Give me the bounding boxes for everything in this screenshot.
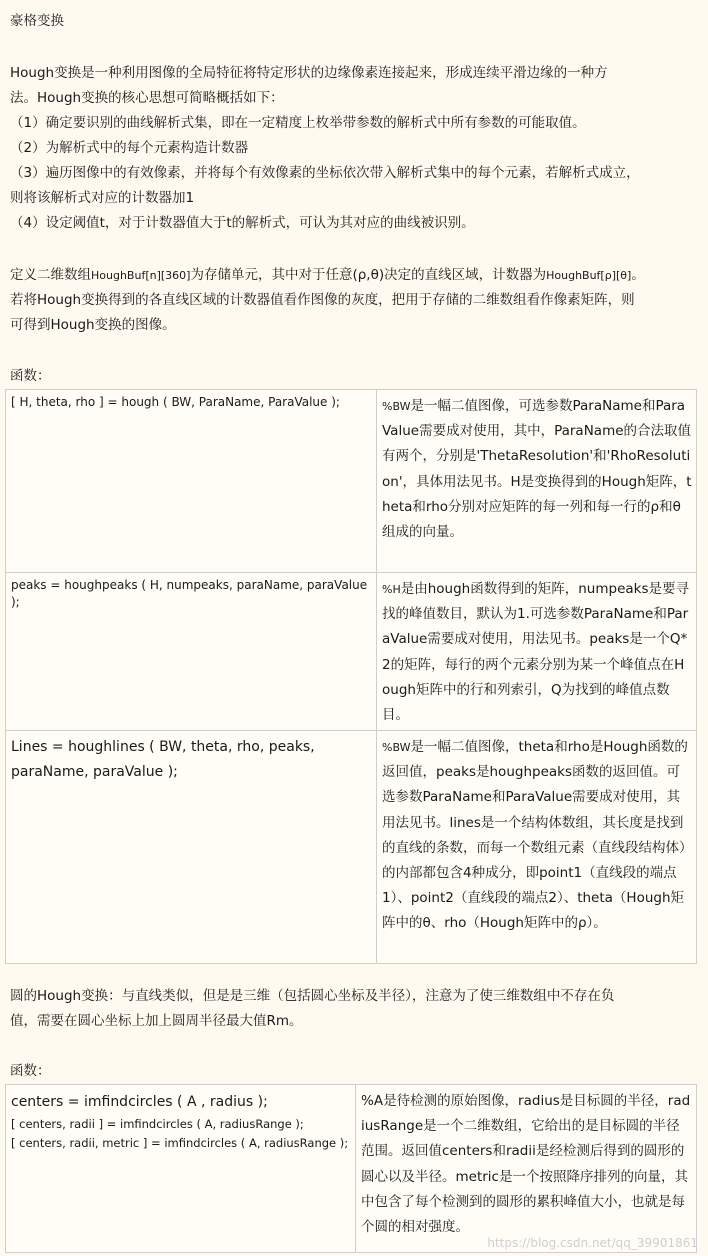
def-text-c: 。: [631, 267, 645, 283]
function-label-2: 函数：: [10, 1063, 51, 1079]
def-text-a: 定义二维数组: [10, 267, 91, 283]
table-row: [6, 731, 697, 964]
def-code-b: HoughBuf[ρ][θ]: [546, 269, 632, 282]
def-line-1: [10, 263, 645, 288]
circle-line-1: 圆的Hough变换：与直线类似，但是是三维（包括圆心坐标及半径），注意为了使三维数组中不存在负: [10, 988, 615, 1004]
intro-line-1: Hough变换是一种利用图像的全局特征将特定形状的边缘像素连接起来，形成连续平滑边缘的一种方: [10, 65, 608, 81]
table-row: [6, 1085, 697, 1253]
table-row: [6, 390, 697, 573]
doc-title: 豪格变换: [10, 13, 64, 29]
desc-prefix: %BW: [382, 400, 411, 413]
def-line-2: 若将Hough变换得到的各直线区域的计数器值看作图像的灰度，把用于存储的二维数组看作像素矩阵，则: [10, 292, 635, 308]
desc-prefix: %BW: [382, 741, 411, 754]
desc-text: 是一幅二值图像，theta和rho是Hough函数的返回值，peaks是houghpeaks函数的返回值。可选参数ParaName和ParaValue需要成对使用，其用法见书。lines是一个结构体数组，其长度是找到的直线的条数，而每一个数组元素（直线段结构体）的内部都包含4种成分，即point1（直线段的端点1）、point2（直线段的端点2）、theta（Hough矩阵中的θ、rho（Hough矩阵中的ρ）。: [382, 739, 688, 932]
step-1: （1）确定要识别的曲线解析式集，即在一定精度上枚举带参数的解析式中所有参数的可能取值。: [10, 115, 586, 131]
code-line-main: centers = imfindcircles ( A , radius );: [11, 1094, 268, 1110]
code-cell: [ H, theta, rho ] = hough ( BW, ParaName, ParaValue );: [6, 390, 377, 573]
watermark: https://blog.csdn.net/qq_39901861: [487, 1236, 698, 1250]
hough-function-table: [5, 389, 697, 964]
imfindcircles-table: [5, 1084, 697, 1253]
def-code-a: HoughBuf[n][360]: [91, 269, 191, 282]
desc-prefix: %H: [382, 583, 401, 596]
def-text-b: 为存储单元，其中对于任意(ρ,θ)决定的直线区域，计数器为: [190, 267, 547, 283]
step-4: （4）设定阈值t，对于计数器值大于t的解析式，可认为其对应的曲线被识别。: [10, 215, 475, 231]
desc-text: 是由hough函数得到的矩阵，numpeaks是要寻找的峰值数目，默认为1.可选参数ParaName和ParaValue需要成对使用，用法见书。peaks是一个Q*2的矩阵，每行的两个元素分别为某一个峰值点在Hough矩阵中的行和列索引，Q为找到的峰值点数目。: [382, 581, 689, 724]
step-3a: （3）遍历图像中的有效像素，并将每个有效像素的坐标依次带入解析式集中的每个元素，若解析式成立，: [10, 165, 640, 181]
code-cell: peaks = houghpeaks ( H, numpeaks, paraName, paraValue );: [6, 573, 377, 731]
table-row: [6, 573, 697, 731]
desc-cell: [377, 731, 697, 964]
desc-cell: [377, 390, 697, 573]
code-cell: [6, 1085, 356, 1253]
desc-cell: %A是待检测的原始图像，radius是目标圆的半径，radiusRange是一个二维数组，它给出的是目标圆的半径范围。返回值centers和radii是经检测后得到的圆形的圆心以及半径。metric是一个按照降序排列的向量，其中包含了每个检测到的圆形的累积峰值大小，也就是每个圆的相对强度。: [356, 1085, 697, 1253]
desc-cell: [377, 573, 697, 731]
code-cell: Lines = houghlines ( BW, theta, rho, peaks, paraName, paraValue );: [6, 731, 377, 964]
code-line-2: [ centers, radii ] = imfindcircles ( A, radiusRange );: [11, 1117, 304, 1131]
step-3b: 则将该解析式对应的计数器加1: [10, 190, 195, 206]
circle-line-2: 值，需要在圆心坐标上加上圆周半径最大值Rm。: [10, 1013, 303, 1029]
desc-text: 是一幅二值图像，可选参数ParaName和ParaValue需要成对使用，其中，ParaName的合法取值有两个，分别是'ThetaResolution'和'RhoResolution'，具体用法见书。H是变换得到的Hough矩阵，theta和rho分别对应矩阵的每一列和每一行的ρ和θ组成的向量。: [382, 398, 692, 541]
step-2: （2）为解析式中的每个元素构造计数器: [10, 140, 249, 156]
code-line-3: [ centers, radii, metric ] = imfindcircles ( A, radiusRange );: [11, 1136, 349, 1150]
def-line-3: 可得到Hough变换的图像。: [10, 317, 176, 333]
function-label: 函数：: [10, 368, 51, 384]
intro-line-2: 法。Hough变换的核心思想可简略概括如下：: [10, 90, 284, 106]
